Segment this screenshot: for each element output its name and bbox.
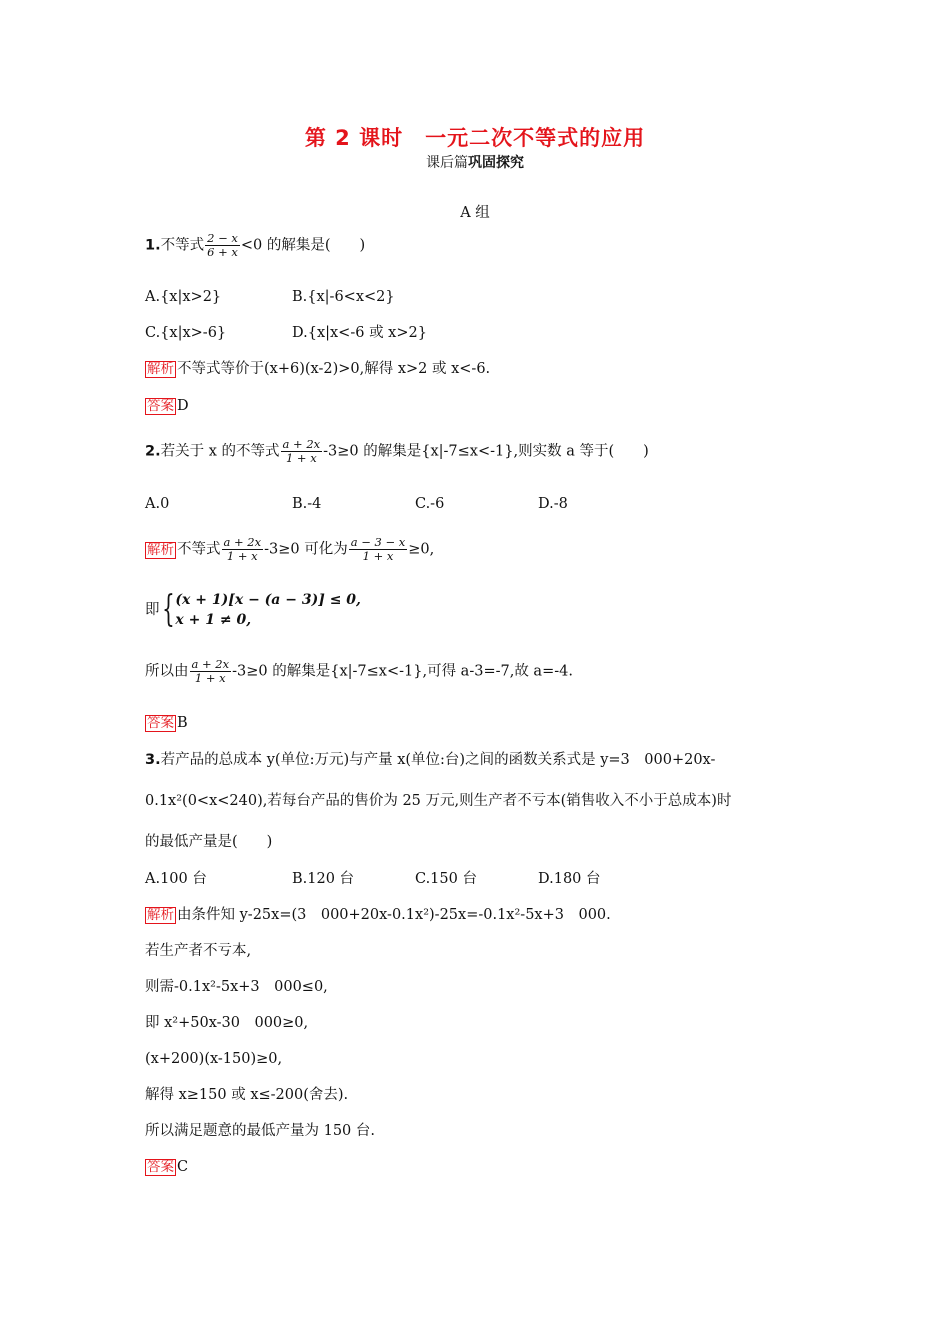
q2-option-d: D.-8 (538, 496, 568, 512)
q1-option-d: D.{x|x<-6 或 x>2} (292, 325, 427, 341)
q2-stem (145, 438, 649, 465)
q2-an1-mid: -3≥0 可化为 (264, 541, 348, 558)
q1-answer (145, 397, 189, 415)
q2-stem-post: -3≥0 的解集是{x|-7≤x<-1},则实数 a 等于( ) (323, 443, 649, 460)
q3-analysis-text: 由条件知 y-25x=(3 000+20x-0.1x²)-25x=-0.1x²-5x+3 000. (177, 907, 611, 923)
q2-an1-frac2-den: 1 + x (362, 549, 394, 563)
q3-step-3: 即 x²+50x-30 000≥0, (145, 1015, 309, 1031)
q1-option-a: A.{x|x>2} (145, 289, 222, 305)
subtitle-bold: 巩固探究 (468, 155, 524, 171)
q2-an1-fraction2 (349, 536, 408, 563)
q3-step-6: 所以满足题意的最低产量为 150 台. (145, 1123, 376, 1139)
q3-step-5: 解得 x≥150 或 x≤-200(舍去). (145, 1087, 349, 1103)
q1-frac-num: 2 − x (207, 231, 238, 245)
q2-stem-pre: 若关于 x 的不等式 (160, 443, 280, 460)
q2-an1-frac2-num: a − 3 − x (350, 535, 406, 549)
q2-frac-num: a + 2x (282, 437, 321, 451)
q2-an3-frac-den: 1 + x (194, 671, 226, 685)
q3-answer-value: C (177, 1159, 189, 1175)
q2-sys-row1: (x + 1)[x − (a − 3)] ≤ 0, (175, 592, 361, 608)
q2-option-a: A.0 (145, 496, 170, 512)
q1-stem (145, 232, 365, 259)
q2-system (145, 590, 361, 630)
q2-an1-pre: 不等式 (177, 541, 221, 558)
q3-step-1: 若生产者不亏本, (145, 943, 252, 959)
q1-fraction (205, 232, 240, 259)
q1-answer-value: D (177, 398, 189, 414)
q2-an3-frac-num: a + 2x (191, 657, 230, 671)
analysis-label: 解析 (147, 541, 174, 558)
q1-stem-pre: 不等式 (160, 237, 205, 254)
brace-icon: { (161, 589, 175, 630)
analysis-label: 解析 (147, 907, 174, 923)
q2-option-b: B.-4 (292, 496, 322, 512)
q3-step-2: 则需-0.1x²-5x+3 000≤0, (145, 979, 328, 995)
q3-line1-text: 若产品的总成本 y(单位:万元)与产量 x(单位:台)之间的函数关系式是 y=3 000+20x- (160, 752, 716, 768)
q3-stem-line2: 0.1x²(0<x<240),若每台产品的售价为 25 万元,则生产者不亏本(销售收入不小于总成本)时 (145, 793, 732, 809)
group-heading: A 组 (460, 205, 490, 221)
q3-step-4: (x+200)(x-150)≥0, (145, 1051, 283, 1067)
q3-option-a: A.100 台 (145, 871, 207, 887)
q1-analysis (145, 360, 490, 378)
q2-analysis-line3 (145, 658, 573, 685)
q2-sys-row2: x + 1 ≠ 0, (175, 612, 252, 628)
page-title: 第 2 课时 一元二次不等式的应用 (304, 126, 646, 150)
q2-option-c: C.-6 (415, 496, 445, 512)
q2-an3-pre: 所以由 (145, 663, 189, 680)
q3-analysis (145, 906, 611, 924)
q2-number: 2. (145, 443, 161, 460)
q2-an3-fraction (190, 658, 232, 685)
q3-answer (145, 1158, 188, 1176)
q3-option-c: C.150 台 (415, 871, 477, 887)
analysis-label: 解析 (147, 361, 174, 377)
q2-sys-rows (175, 590, 361, 630)
q2-fraction (281, 438, 323, 465)
q2-frac-den: 1 + x (285, 451, 317, 465)
q1-number: 1. (145, 237, 161, 254)
answer-label: 答案 (147, 1159, 174, 1175)
q2-answer (145, 714, 188, 732)
q2-an1-frac1-den: 1 + x (226, 549, 258, 563)
q2-an1-post: ≥0, (408, 541, 435, 558)
q1-stem-post: <0 的解集是( ) (240, 237, 366, 254)
q2-an1-fraction1 (222, 536, 264, 563)
q1-option-c: C.{x|x>-6} (145, 325, 227, 341)
answer-label: 答案 (147, 715, 174, 731)
q3-option-d: D.180 台 (538, 871, 601, 887)
q1-frac-den: 6 + x (207, 245, 238, 259)
q3-number: 3. (145, 752, 161, 768)
q3-option-b: B.120 台 (292, 871, 355, 887)
q2-answer-value: B (177, 715, 188, 731)
answer-label: 答案 (147, 398, 174, 414)
page-subtitle (0, 154, 950, 172)
q1-option-b: B.{x|-6<x<2} (292, 289, 395, 305)
q2-an1-frac1-num: a + 2x (223, 535, 262, 549)
q1-analysis-text: 不等式等价于(x+6)(x-2)>0,解得 x>2 或 x<-6. (177, 361, 491, 377)
q3-stem-line1 (145, 751, 715, 769)
q2-an3-post: -3≥0 的解集是{x|-7≤x<-1},可得 a-3=-7,故 a=-4. (232, 663, 573, 680)
subtitle-plain: 课后篇 (426, 155, 468, 171)
q3-stem-line3: 的最低产量是( ) (145, 834, 273, 850)
q2-analysis-line1 (145, 536, 434, 563)
q2-sys-prefix: 即 (145, 602, 160, 618)
